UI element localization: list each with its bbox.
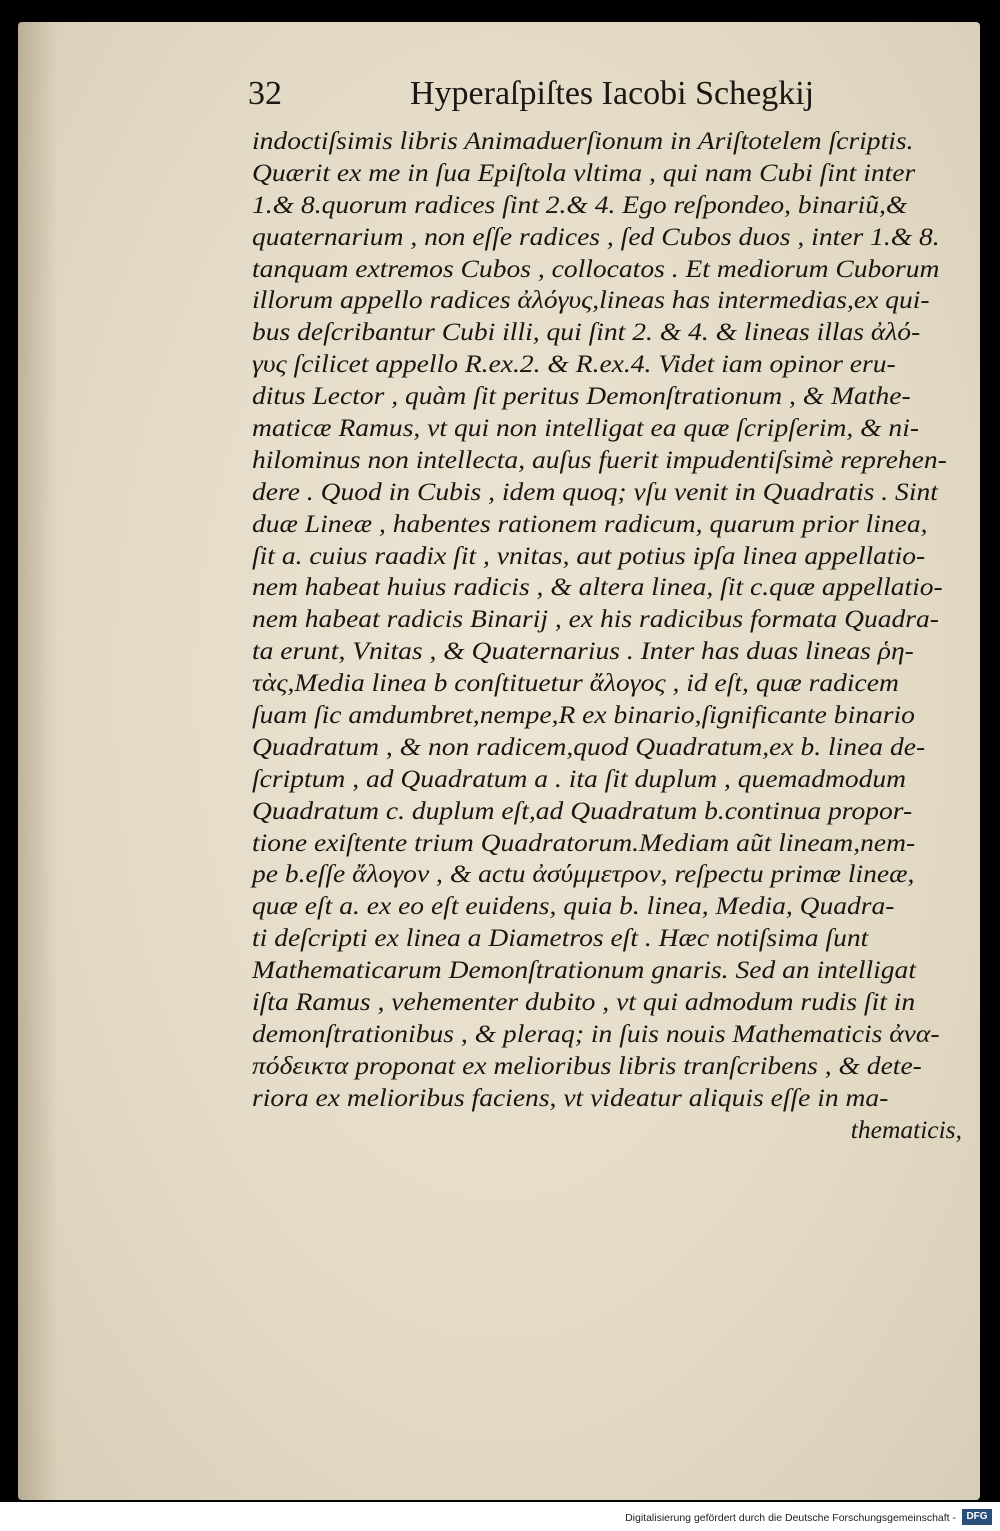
text-line: Quærit ex me in ſua Epiſtola vltima , qui nam Cubi ſint inter [252, 157, 916, 187]
text-line: ditus Lector , quàm ſit peritus Demonſtrationum , & Mathe- [252, 381, 911, 411]
text-line: tanquam extremos Cubos , collocatos . Et mediorum Cuborum [252, 253, 940, 283]
text-line: tione exiſtente trium Quadratorum.Mediam aũt lineam,nem- [252, 827, 916, 857]
text-line: illorum appello radices ἀλόγυς,lineas has intermedias,ex qui- [252, 285, 930, 315]
text-line: ſit a. cuius raadix ſit , vnitas, aut potius ipſa linea appellatio- [252, 540, 926, 570]
running-title: Hyperaſpiſtes Iacobi Schegkij [410, 75, 815, 112]
text-line: riora ex melioribus faciens, vt videatur aliquis eſſe in ma- [252, 1082, 889, 1112]
text-line: Quadratum , & non radicem,quod Quadratum,ex b. linea de- [252, 731, 926, 761]
text-line: πόδεικτα proponat ex melioribus libris tranſcribens , & dete- [252, 1050, 922, 1080]
text-line: nem habeat huius radicis , & altera linea, ſit c.quæ appellatio- [252, 572, 943, 602]
body-text [252, 125, 962, 1146]
text-line: ti deſcripti ex linea a Diametros eſt . Hæc notiſsima ſunt [252, 923, 869, 953]
text-line: ſcriptum , ad Quadratum a . ita ſit duplum , quemadmodum [252, 763, 907, 793]
text-line: γυς ſcilicet appello R.ex.2. & R.ex.4. Videt iam opinor eru- [252, 349, 896, 379]
text-line: nem habeat radicis Binarij , ex his radicibus formata Quadra- [252, 604, 939, 634]
footer-credit: Digitalisierung gefördert durch die Deutsche Forschungsgemeinschaft - [625, 1512, 956, 1524]
text-line: demonſtrationibus , & pleraq; in ſuis nouis Mathematicis ἀνα- [252, 1018, 940, 1048]
text-line: bus deſcribantur Cubi illi, qui ſint 2. & 4. & lineas illas ἀλό- [252, 317, 921, 347]
page-number: 32 [248, 75, 282, 112]
text-line: ta erunt, Vnitas , & Quaternarius . Inter has duas lineas ῥη- [252, 636, 914, 666]
text-line: quæ eſt a. ex eo eſt euidens, quia b. linea, Media, Quadra- [252, 891, 895, 921]
text-line: quaternarium , non eſſe radices , ſed Cubos duos , inter 1.& 8. [252, 221, 940, 251]
text-line: ſuam ſic amdumbret,nempe,R ex binario,ſignificante binario [252, 700, 915, 730]
text-line: iſta Ramus , vehementer dubito , vt qui admodum rudis ſit in [252, 987, 916, 1017]
dfg-logo: DFG [962, 1509, 992, 1525]
text-line: dere . Quod in Cubis , idem quoq; vſu venit in Quadratis . Sint [252, 476, 938, 506]
text-line: pe b.eſſe ἄλογον , & actu ἀσύμμετρον, reſpectu primæ lineæ, [252, 859, 915, 889]
text-line: hilominus non intellecta, auſus fuerit impudentiſsimè reprehen- [252, 444, 947, 474]
text-line: maticæ Ramus, vt qui non intelligat ea quæ ſcripſerim, & ni- [252, 413, 920, 443]
text-line: Quadratum c. duplum eſt,ad Quadratum b.continua propor- [252, 795, 913, 825]
text-line: τὰς,Media linea b conſtituetur ἄλογος , id eſt, quæ radicem [252, 668, 899, 698]
catchword: thematicis, [850, 1114, 962, 1144]
text-line: Mathematicarum Demonſtrationum gnaris. Sed an intelligat [252, 955, 916, 985]
text-line: duæ Lineæ , habentes rationem radicum, quarum prior linea, [252, 508, 928, 538]
text-line: 1.& 8.quorum radices ſint 2.& 4. Ego reſpondeo, binariũ,& [252, 189, 908, 219]
page-gutter-shadow [18, 22, 58, 1500]
text-line: indoctiſsimis libris Animaduerſionum in Ariſtotelem ſcriptis. [252, 126, 914, 155]
